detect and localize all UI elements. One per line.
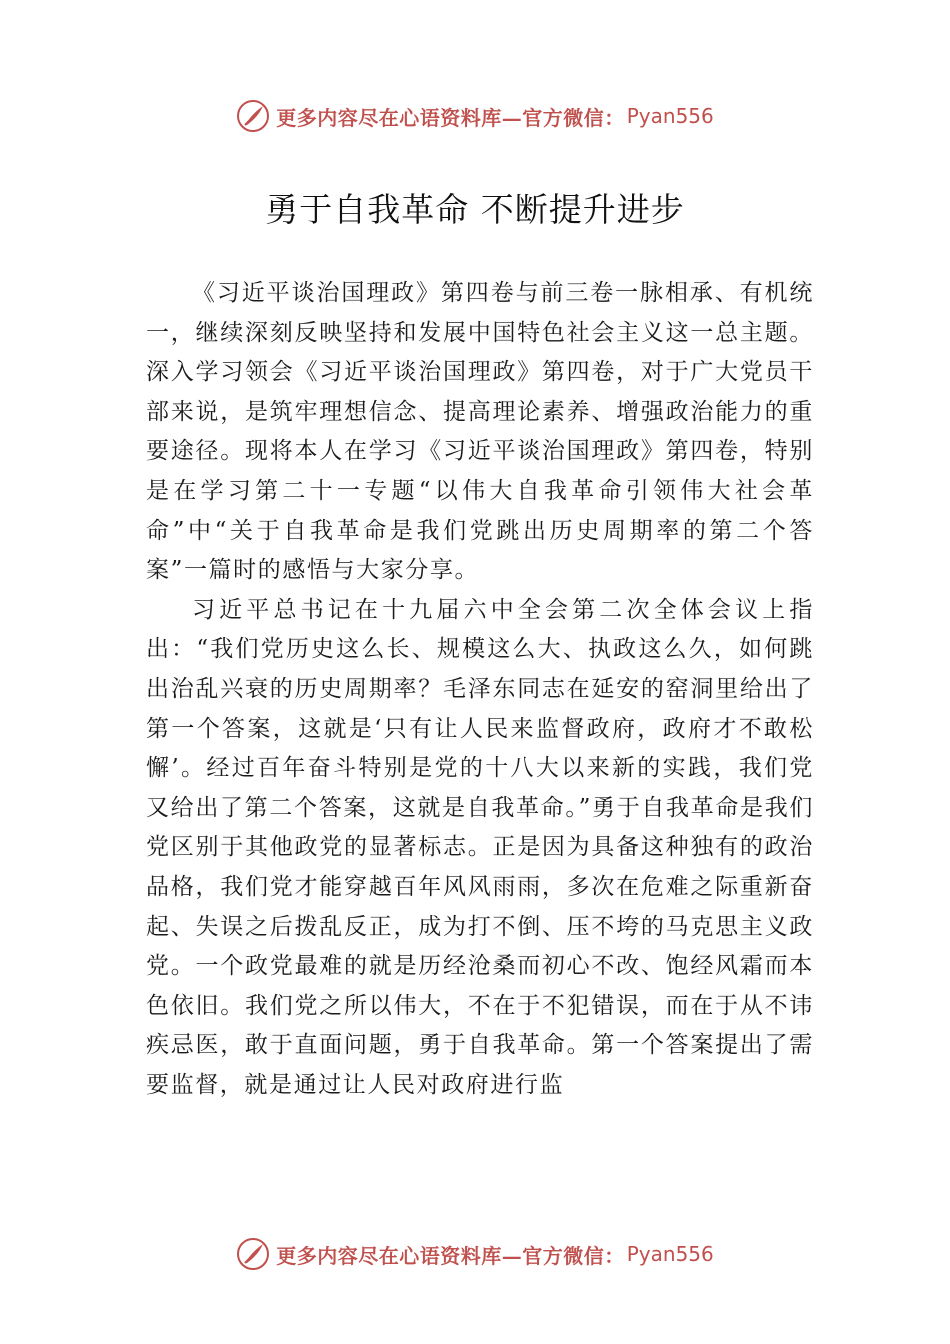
paragraph-1: 《习近平谈治国理政》第四卷与前三卷一脉相承、有机统一，继续深刻反映坚持和发展中国特色社会主义这一总主题。深入学习领会《习近平谈治国理政》第四卷，对于广大党员干部来说，是筑牢理想信念、提高理论素养、增强政治能力的重要途径。现将本人在学习《习近平谈治国理政》第四卷，特别是在学习第二十一专题“以伟大自我革命引领伟大社会革命”中“关于自我革命是我们党跳出历史周期率的第二个答案”一篇时的感悟与大家分享。	[146, 280, 814, 584]
document-body	[146, 274, 814, 1105]
document-title: 勇于自我革命 不断提升进步	[265, 190, 685, 229]
quill-pen-logo-icon	[236, 1237, 270, 1271]
watermark-handle: Pyan556	[626, 104, 714, 128]
watermark-text: 更多内容尽在心语资料库—官方微信：	[276, 105, 625, 130]
watermark-text: 更多内容尽在心语资料库—官方微信：	[276, 1243, 625, 1268]
quill-pen-logo-icon	[236, 99, 270, 133]
paragraph-2: 习近平总书记在十九届六中全会第二次全体会议上指出：“我们党历史这么长、规模这么大、执政这么久，如何跳出治乱兴衰的历史周期率？毛泽东同志在延安的窑洞里给出了第一个答案，这就是‘只有让人民来监督政府，政府才不敢松懈’。经过百年奋斗特别是党的十八大以来新的实践，我们党又给出了第二个答案，这就是自我革命。”勇于自我革命是我们党区别于其他政党的显著标志。正是因为具备这种独有的政治品格，我们党才能穿越百年风风雨雨，多次在危难之际重新奋起、失误之后拨乱反正，成为打不倒、压不垮的马克思主义政党。一个政党最难的就是历经沧桑而初心不改、饱经风霜而本色依旧。我们党之所以伟大，不在于不犯错误，而在于从不讳疾忌医，敢于直面问题，勇于自我革命。第一个答案提出了需要监督，就是通过让人民对政府进行监	[146, 596, 814, 1098]
watermark-handle: Pyan556	[626, 1242, 714, 1266]
footer-watermark	[0, 1234, 950, 1274]
header-watermark	[0, 96, 950, 136]
